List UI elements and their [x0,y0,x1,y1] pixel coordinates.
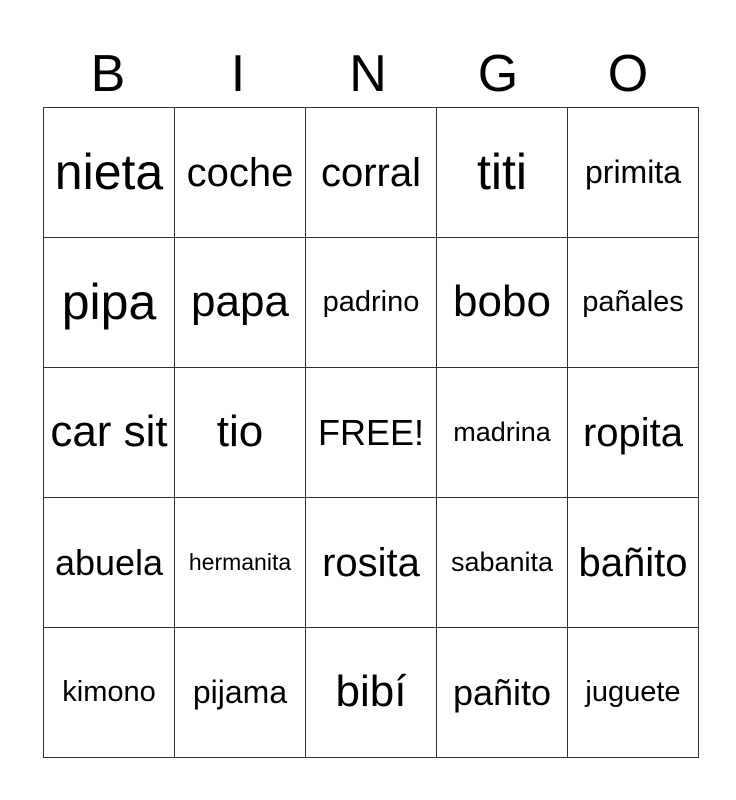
cell-word: corral [320,150,422,195]
header-letter-g: G [477,45,519,103]
bingo-cell[interactable] [306,238,437,368]
bingo-cell[interactable] [44,108,175,238]
cell-word: rosita [322,540,420,585]
bingo-cell[interactable] [44,498,175,628]
cell-word: nieta [54,143,164,200]
bingo-cell[interactable] [44,368,175,498]
bingo-cell[interactable] [568,628,699,758]
bingo-cell[interactable] [437,238,568,368]
bingo-cell free-space[interactable] [306,368,437,498]
bingo-cell[interactable] [437,628,568,758]
cell-word: hermanita [188,549,292,576]
bingo-cell[interactable] [175,498,306,628]
cell-word: sabanita [450,546,554,577]
bingo-cell[interactable] [437,498,568,628]
card-row [44,628,699,758]
cell-word: pañito [452,671,552,713]
bingo-header [43,40,693,108]
bingo-cell[interactable] [306,498,437,628]
cell-word: madrina [453,416,551,447]
bingo-cell[interactable] [306,108,437,238]
cell-word: padrino [322,285,420,318]
header-letter-b: B [90,45,126,103]
cell-word: kimono [62,675,156,708]
cell-word: coche [186,150,294,195]
bingo-cell[interactable] [306,628,437,758]
card-row [44,108,699,238]
cell-word: ropita [582,410,684,455]
cell-word: pijama [192,674,288,711]
cell-word: primita [584,154,681,191]
bingo-cell[interactable] [175,368,306,498]
card-row [44,238,699,368]
cell-word: tio [216,407,264,457]
bingo-cell[interactable] [568,498,699,628]
cell-word: pipa [61,273,157,330]
bingo-cell[interactable] [44,238,175,368]
bingo-card-grid [43,107,699,758]
card-row [44,368,699,498]
bingo-cell[interactable] [437,368,568,498]
bingo-cell[interactable] [175,108,306,238]
cell-word: juguete [585,675,681,708]
bingo-cell[interactable] [568,108,699,238]
bingo-cell[interactable] [44,628,175,758]
cell-word: abuela [54,541,164,583]
cell-word: bañito [578,540,688,585]
header-letter-o: O [607,45,649,103]
cell-word: bibí [335,667,407,717]
cell-word: pañales [582,285,684,318]
header-letter-i: I [230,45,246,103]
cell-word: bobo [453,277,551,327]
free-space-label: FREE! [317,411,424,453]
bingo-cell[interactable] [437,108,568,238]
bingo-cell[interactable] [175,238,306,368]
bingo-cell[interactable] [175,628,306,758]
bingo-cell[interactable] [568,368,699,498]
cell-word: titi [477,143,527,200]
card-row [44,498,699,628]
bingo-cell[interactable] [568,238,699,368]
cell-word: car sit [50,407,168,457]
cell-word: papa [191,277,289,327]
header-letter-n: N [349,45,387,103]
